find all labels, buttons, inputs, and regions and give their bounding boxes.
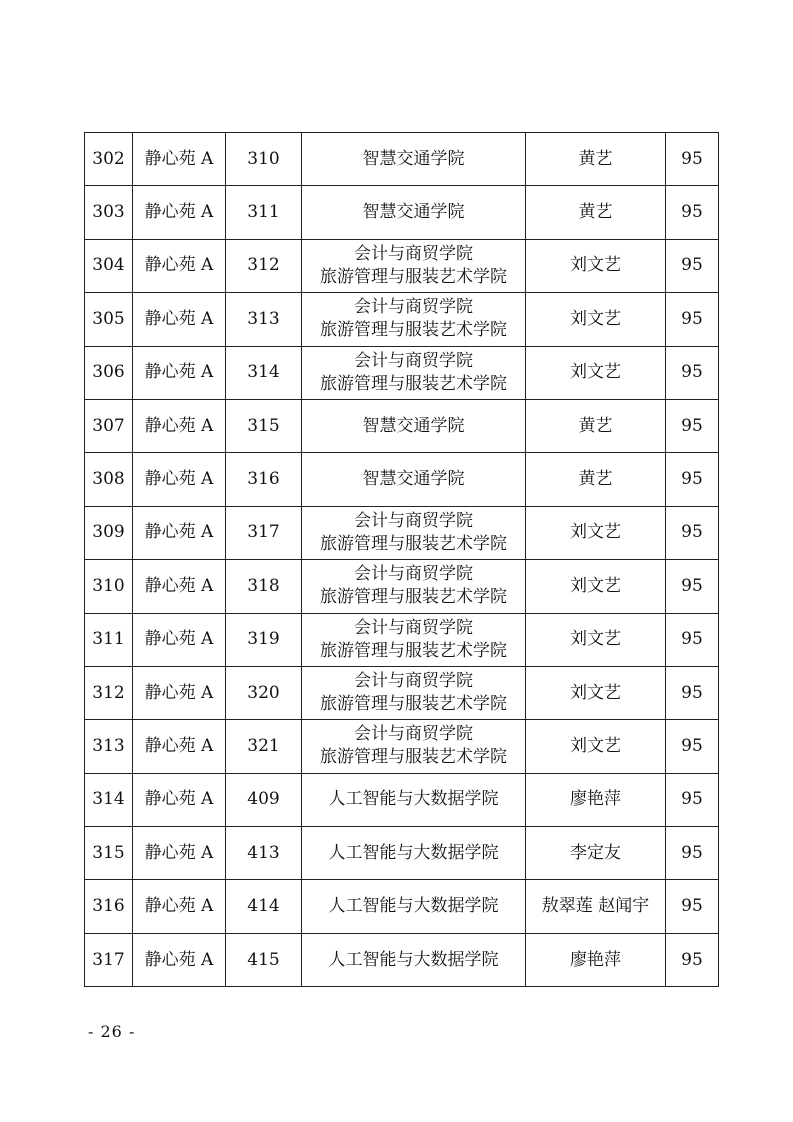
college-name: 会计与商贸学院 <box>354 564 473 585</box>
teacher-cell: 黄艺 <box>526 186 666 239</box>
teacher-cell: 廖艳萍 <box>526 773 666 826</box>
room-number-cell: 313 <box>226 293 302 346</box>
row-number-cell: 304 <box>85 239 133 292</box>
room-number-cell: 415 <box>226 933 302 986</box>
building-cell: 静心苑 A <box>133 186 226 239</box>
table-row <box>85 399 719 452</box>
page-number: - 26 - <box>88 1022 136 1041</box>
table-row <box>85 453 719 506</box>
college-name: 旅游管理与服装艺术学院 <box>320 266 507 287</box>
score-cell: 95 <box>666 666 719 719</box>
table-row <box>85 880 719 933</box>
row-number-cell: 313 <box>85 720 133 773</box>
row-number-cell: 314 <box>85 773 133 826</box>
row-number-cell: 311 <box>85 613 133 666</box>
table-row <box>85 239 719 292</box>
room-number-cell: 312 <box>226 239 302 292</box>
score-cell: 95 <box>666 560 719 613</box>
table-row <box>85 133 719 186</box>
building-cell: 静心苑 A <box>133 666 226 719</box>
teacher-cell: 廖艳萍 <box>526 933 666 986</box>
room-number-cell: 321 <box>226 720 302 773</box>
college-name: 旅游管理与服装艺术学院 <box>320 373 507 394</box>
teacher-cell: 刘文艺 <box>526 506 666 559</box>
building-cell: 静心苑 A <box>133 506 226 559</box>
college-name: 会计与商贸学院 <box>354 510 473 531</box>
teacher-cell: 刘文艺 <box>526 346 666 399</box>
college-cell <box>302 239 526 292</box>
score-cell: 95 <box>666 506 719 559</box>
college-cell <box>302 773 526 826</box>
teacher-cell: 刘文艺 <box>526 560 666 613</box>
college-cell <box>302 186 526 239</box>
teacher-cell: 李定友 <box>526 827 666 880</box>
room-number-cell: 413 <box>226 827 302 880</box>
table-row <box>85 720 719 773</box>
score-cell: 95 <box>666 880 719 933</box>
building-cell: 静心苑 A <box>133 399 226 452</box>
row-number-cell: 315 <box>85 827 133 880</box>
room-number-cell: 314 <box>226 346 302 399</box>
score-table <box>84 132 719 987</box>
building-cell: 静心苑 A <box>133 293 226 346</box>
teacher-cell: 黄艺 <box>526 453 666 506</box>
teacher-cell: 黄艺 <box>526 399 666 452</box>
college-cell <box>302 827 526 880</box>
building-cell: 静心苑 A <box>133 346 226 399</box>
college-cell <box>302 560 526 613</box>
college-name: 智慧交通学院 <box>362 148 465 169</box>
building-cell: 静心苑 A <box>133 773 226 826</box>
table-row <box>85 827 719 880</box>
building-cell: 静心苑 A <box>133 880 226 933</box>
row-number-cell: 302 <box>85 133 133 186</box>
college-name: 智慧交通学院 <box>362 202 465 223</box>
row-number-cell: 309 <box>85 506 133 559</box>
college-cell <box>302 453 526 506</box>
college-name: 会计与商贸学院 <box>354 243 473 264</box>
college-name: 智慧交通学院 <box>362 415 465 436</box>
row-number-cell: 316 <box>85 880 133 933</box>
room-number-cell: 315 <box>226 399 302 452</box>
score-cell: 95 <box>666 613 719 666</box>
teacher-cell: 刘文艺 <box>526 613 666 666</box>
table-row <box>85 773 719 826</box>
building-cell: 静心苑 A <box>133 613 226 666</box>
building-cell: 静心苑 A <box>133 720 226 773</box>
college-name: 旅游管理与服装艺术学院 <box>320 747 507 768</box>
college-name: 旅游管理与服装艺术学院 <box>320 640 507 661</box>
college-cell <box>302 346 526 399</box>
college-name: 人工智能与大数据学院 <box>328 842 499 863</box>
row-number-cell: 303 <box>85 186 133 239</box>
college-name: 旅游管理与服装艺术学院 <box>320 694 507 715</box>
college-cell <box>302 133 526 186</box>
score-cell: 95 <box>666 453 719 506</box>
row-number-cell: 306 <box>85 346 133 399</box>
college-name: 旅游管理与服装艺术学院 <box>320 587 507 608</box>
table-row <box>85 506 719 559</box>
college-cell <box>302 506 526 559</box>
college-cell <box>302 399 526 452</box>
college-name: 人工智能与大数据学院 <box>328 896 499 917</box>
teacher-cell: 敖翠莲 赵闻宇 <box>526 880 666 933</box>
college-cell <box>302 933 526 986</box>
row-number-cell: 310 <box>85 560 133 613</box>
score-cell: 95 <box>666 346 719 399</box>
room-number-cell: 310 <box>226 133 302 186</box>
row-number-cell: 305 <box>85 293 133 346</box>
building-cell: 静心苑 A <box>133 827 226 880</box>
teacher-cell: 黄艺 <box>526 133 666 186</box>
teacher-cell: 刘文艺 <box>526 666 666 719</box>
table-row <box>85 346 719 399</box>
table-row <box>85 293 719 346</box>
table-row <box>85 560 719 613</box>
college-cell <box>302 720 526 773</box>
score-cell: 95 <box>666 239 719 292</box>
dormitory-score-table <box>84 132 716 987</box>
college-name: 旅游管理与服装艺术学院 <box>320 533 507 554</box>
score-cell: 95 <box>666 720 719 773</box>
table-body <box>85 133 719 987</box>
college-name: 会计与商贸学院 <box>354 724 473 745</box>
score-cell: 95 <box>666 293 719 346</box>
room-number-cell: 316 <box>226 453 302 506</box>
teacher-cell: 刘文艺 <box>526 720 666 773</box>
row-number-cell: 317 <box>85 933 133 986</box>
college-cell <box>302 293 526 346</box>
college-name: 会计与商贸学院 <box>354 617 473 638</box>
building-cell: 静心苑 A <box>133 239 226 292</box>
building-cell: 静心苑 A <box>133 560 226 613</box>
room-number-cell: 409 <box>226 773 302 826</box>
teacher-cell: 刘文艺 <box>526 293 666 346</box>
row-number-cell: 308 <box>85 453 133 506</box>
building-cell: 静心苑 A <box>133 133 226 186</box>
college-name: 人工智能与大数据学院 <box>328 789 499 810</box>
score-cell: 95 <box>666 399 719 452</box>
room-number-cell: 311 <box>226 186 302 239</box>
building-cell: 静心苑 A <box>133 933 226 986</box>
room-number-cell: 318 <box>226 560 302 613</box>
college-name: 会计与商贸学院 <box>354 350 473 371</box>
room-number-cell: 414 <box>226 880 302 933</box>
building-cell: 静心苑 A <box>133 453 226 506</box>
room-number-cell: 320 <box>226 666 302 719</box>
table-row <box>85 186 719 239</box>
score-cell: 95 <box>666 133 719 186</box>
room-number-cell: 317 <box>226 506 302 559</box>
college-name: 会计与商贸学院 <box>354 297 473 318</box>
score-cell: 95 <box>666 186 719 239</box>
college-name: 会计与商贸学院 <box>354 671 473 692</box>
college-name: 智慧交通学院 <box>362 469 465 490</box>
score-cell: 95 <box>666 773 719 826</box>
score-cell: 95 <box>666 827 719 880</box>
row-number-cell: 307 <box>85 399 133 452</box>
table-row <box>85 933 719 986</box>
college-cell <box>302 613 526 666</box>
room-number-cell: 319 <box>226 613 302 666</box>
table-row <box>85 613 719 666</box>
table-row <box>85 666 719 719</box>
college-name: 旅游管理与服装艺术学院 <box>320 320 507 341</box>
college-cell <box>302 666 526 719</box>
row-number-cell: 312 <box>85 666 133 719</box>
teacher-cell: 刘文艺 <box>526 239 666 292</box>
score-cell: 95 <box>666 933 719 986</box>
college-name: 人工智能与大数据学院 <box>328 949 499 970</box>
college-cell <box>302 880 526 933</box>
